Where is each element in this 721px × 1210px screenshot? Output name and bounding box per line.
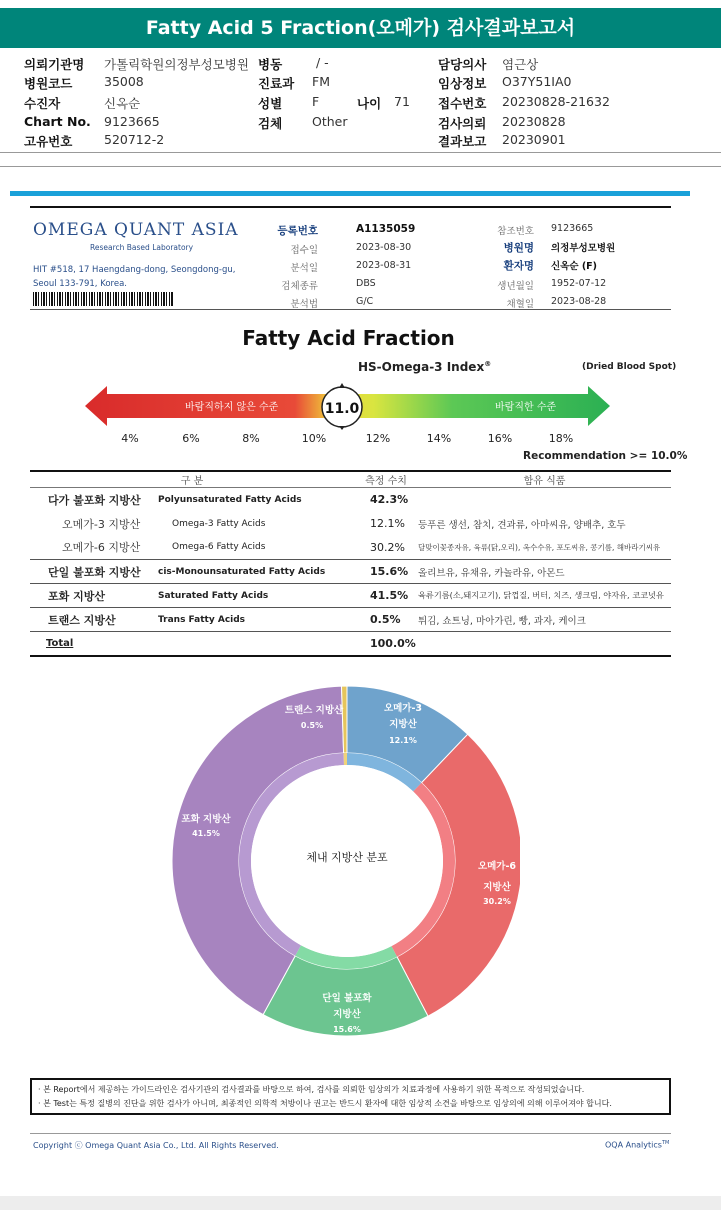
fraction-title: Fatty Acid Fraction (242, 326, 455, 350)
tick-10: 10% (301, 432, 327, 445)
specimen-value: Other (312, 114, 348, 129)
copyright: Copyright ⓒ Omega Quant Asia Co., Ltd. All Rights Reserved. (33, 1141, 279, 1150)
table-header-row (30, 471, 671, 488)
tick-4: 4% (121, 432, 139, 445)
slice-value-saturated: 41.5% (192, 829, 220, 838)
patient-name-value: 신옥순 (F) (551, 261, 598, 272)
receipt-date-value: 2023-08-30 (356, 242, 412, 253)
report-date-label: 결과보고 (438, 134, 487, 149)
tick-8: 8% (242, 432, 260, 445)
tick-14: 14% (426, 432, 452, 445)
total-food-empty (418, 632, 671, 656)
reference-no-label: 참조번호 (497, 226, 534, 237)
slice-label-mono-line2: 지방산 (333, 1009, 361, 1020)
table-row (30, 608, 671, 632)
collection-date-value: 2023-08-28 (551, 296, 607, 307)
row-kr: 트랜스 지방산 (30, 608, 158, 632)
row-food: 올리브유, 유채유, 카놀라유, 아몬드 (418, 560, 671, 584)
footer-brand-text: OQA Analytics (605, 1140, 662, 1150)
marker-up-icon (339, 383, 345, 388)
age-label: 나이 (357, 96, 382, 111)
row-kr: 다가 불포화 지방산 (48, 493, 141, 507)
fatty-acid-donut-chart (170, 683, 520, 1039)
row-food: 달맞이꽃종자유, 육류(닭,오리), 옥수수유, 포도씨유, 콩기름, 해바라기씨유 (418, 542, 661, 552)
slice-label-saturated: 포화 지방산 (181, 814, 231, 825)
tick-12: 12% (365, 432, 391, 445)
receipt-no-label: 접수번호 (438, 96, 487, 111)
disclaimer-box (30, 1078, 671, 1115)
section-band (10, 191, 690, 196)
row-kr: 오메가-6 지방산 (62, 541, 141, 555)
recommendation: Recommendation >= 10.0% (523, 450, 688, 462)
clinical-info-value: O37Y51IA0 (502, 74, 572, 89)
disclaimer-line-2: · 본 Test는 특정 질병의 진단을 위한 검사가 아니며, 최종적인 의학적 처방이나 권고는 반드시 환자에 대한 임상적 소견을 바탕으로 임상의에 의해 이루어져야 합니다. (38, 1099, 612, 1108)
hospital-code-value: 35008 (104, 74, 144, 89)
patient-label: 수진자 (24, 96, 61, 111)
table-row (30, 488, 671, 512)
unique-no-value: 520712-2 (104, 132, 165, 147)
table-row (30, 512, 671, 536)
row-en: Trans Fatty Acids (158, 608, 354, 632)
lab-address-line-2: Seoul 133-791, Korea. (33, 279, 127, 289)
registration-value: A1135059 (356, 223, 416, 235)
specimen-label: 검체 (258, 116, 283, 131)
page-bottom-margin (0, 1196, 721, 1210)
row-food: 등푸른 생선, 참치, 견과류, 아마씨유, 양배추, 호두 (418, 519, 626, 531)
row-kr: 단일 불포화 지방산 (30, 560, 158, 584)
row-kr: 오메가-3 지방산 (62, 517, 141, 531)
row-food (418, 488, 671, 512)
total-pct: 100.0% (354, 632, 418, 656)
omega3-index-scale (85, 380, 615, 430)
birth-date-label: 생년월일 (497, 281, 534, 292)
patient-name-label: 환자명 (503, 260, 534, 272)
slice-label-omega6-line2: 지방산 (483, 882, 511, 893)
lab-logo-subtitle: Research Based Laboratory (90, 243, 194, 252)
tick-16: 16% (487, 432, 513, 445)
registration-label: 등록번호 (277, 225, 318, 237)
unique-no-label: 고유번호 (24, 134, 73, 149)
patient-value: 신옥순 (104, 96, 141, 111)
row-food: 육류기름(소,돼지고기), 닭껍질, 버터, 치즈, 생크림, 야자유, 코코넛유 (418, 584, 671, 608)
receipt-date-label: 접수일 (290, 245, 318, 256)
lab-logo: OMEGA QUANT ASIA (33, 220, 239, 240)
index-title-text: HS-Omega-3 Index (358, 360, 485, 374)
table-row (30, 584, 671, 608)
lab-info-box (30, 206, 671, 310)
table-total-row (30, 632, 671, 656)
row-pct: 0.5% (354, 608, 418, 632)
method-value: G/C (356, 296, 374, 307)
analysis-date-value: 2023-08-31 (356, 260, 412, 271)
receipt-no-value: 20230828-21632 (502, 94, 610, 109)
bad-level-label: 바람직하지 않은 수준 (185, 402, 279, 413)
ward-value: / - (316, 55, 329, 70)
hospital-code-label: 병원코드 (24, 76, 73, 91)
patient-header (0, 52, 721, 152)
specimen-type-label: 검체종류 (281, 281, 318, 292)
row-en: Saturated Fatty Acids (158, 584, 354, 608)
header-category: 구 분 (30, 471, 354, 488)
lab-address-line-1: HIT #518, 17 Haengdang-dong, Seongdong-gu, (33, 265, 236, 275)
index-title (358, 360, 491, 374)
report-date-value: 20230901 (502, 132, 566, 147)
slice-label-omega3-line1: 오메가-3 (383, 703, 423, 714)
ward-label: 병동 (258, 57, 283, 72)
tick-6: 6% (182, 432, 200, 445)
clinical-info-label: 임상정보 (438, 76, 487, 91)
slice-label-omega3-line2: 지방산 (389, 719, 417, 730)
lab-address (33, 263, 235, 291)
row-pct: 30.2% (370, 540, 405, 554)
fatty-acid-table (30, 470, 671, 657)
doctor-label: 담당의사 (438, 57, 487, 72)
slice-label-trans: 트랜스 지방산 (284, 705, 344, 716)
row-pct: 42.3% (370, 493, 409, 507)
row-pct: 12.1% (370, 517, 405, 530)
doctor-value: 염근상 (502, 57, 539, 72)
footer-brand (605, 1140, 669, 1150)
department-label: 진료과 (258, 76, 295, 91)
age-value: 71 (394, 94, 410, 109)
hospital-label: 의뢰기관명 (24, 57, 85, 72)
slice-value-mono: 15.6% (333, 1025, 361, 1034)
row-en: Polyunsaturated Fatty Acids (158, 494, 302, 505)
row-pct: 15.6% (354, 560, 418, 584)
header-divider-lower (0, 166, 721, 167)
good-level-label: 바람직한 수준 (495, 402, 557, 413)
reference-no-value: 9123665 (551, 223, 594, 234)
barcode-icon (33, 292, 173, 306)
method-label: 분석법 (290, 299, 318, 310)
report-title: Fatty Acid 5 Fraction(오메가) 검사결과보고서 (0, 8, 721, 48)
donut-inner-slice-trans (344, 753, 347, 765)
marker-down-icon (339, 426, 345, 430)
row-en: Omega-3 Fatty Acids (172, 518, 266, 529)
row-pct: 41.5% (354, 584, 418, 608)
table-row (30, 560, 671, 584)
header-measure: 측정 수치 (354, 471, 418, 488)
tick-18: 18% (548, 432, 574, 445)
collection-date-label: 채혈일 (506, 299, 534, 310)
slice-value-trans: 0.5% (300, 721, 324, 730)
birth-date-value: 1952-07-12 (551, 278, 607, 289)
chart-no-label: Chart No. (24, 114, 91, 129)
row-food: 튀김, 쇼트닝, 마아가린, 빵, 과자, 케이크 (418, 608, 671, 632)
index-value: 11.0 (324, 401, 360, 417)
analysis-date-label: 분석일 (290, 263, 318, 274)
slice-value-omega6: 30.2% (483, 897, 511, 906)
table-row (30, 536, 671, 560)
slice-label-mono-line1: 단일 불포화 (322, 993, 372, 1004)
footer-brand-mark: TM (661, 1140, 670, 1146)
request-date-label: 검사의뢰 (438, 116, 487, 131)
hospital-name-value: 의정부성모병원 (551, 243, 616, 254)
hospital-name-label: 병원명 (503, 242, 534, 254)
sex-value: F (312, 94, 320, 109)
header-divider (0, 152, 721, 153)
total-label: Total (30, 632, 354, 656)
slice-label-omega6-line1: 오메가-6 (477, 861, 517, 872)
sample-type-note: (Dried Blood Spot) (582, 362, 677, 372)
hospital-value: 가톨릭학원의정부성모병원 (104, 57, 249, 72)
sex-label: 성별 (258, 96, 283, 111)
row-en: cis-Monounsaturated Fatty Acids (158, 560, 354, 584)
index-registered-mark: ® (484, 360, 492, 368)
footer-divider (30, 1133, 671, 1134)
specimen-type-value: DBS (356, 278, 376, 289)
row-en: Omega-6 Fatty Acids (172, 542, 266, 553)
disclaimer-line-1: · 본 Report에서 제공하는 가이드라인은 검사기관의 검사결과를 바탕으로 하여, 검사를 의뢰한 임상의가 치료과정에 사용하기 위한 목적으로 작성되었습니다. (38, 1085, 585, 1094)
request-date-value: 20230828 (502, 114, 566, 129)
row-kr: 포화 지방산 (30, 584, 158, 608)
header-foods: 함유 식품 (418, 471, 671, 488)
donut-center-title: 체내 지방산 분포 (306, 851, 388, 864)
department-value: FM (312, 74, 330, 89)
slice-value-omega3: 12.1% (389, 736, 417, 745)
chart-no-value: 9123665 (104, 114, 160, 129)
